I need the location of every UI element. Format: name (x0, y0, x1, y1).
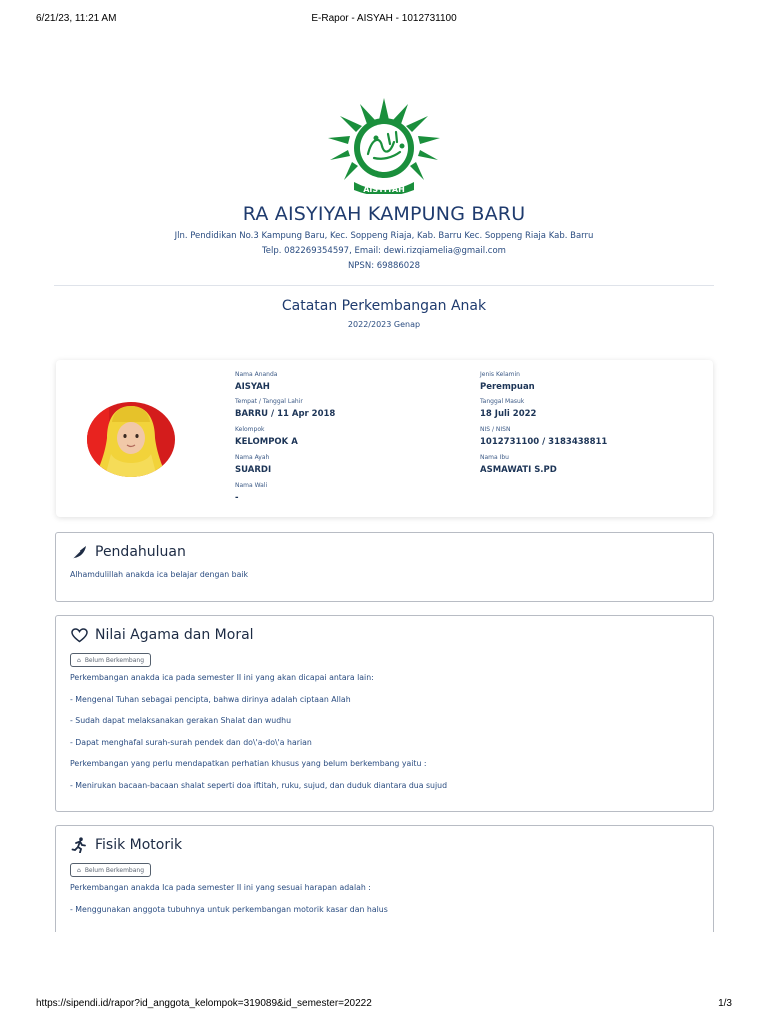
section-intro-text: Alhamdulillah anakda ica belajar dengan baik (70, 570, 249, 579)
physical-line: Perkembangan anakda Ica pada semester II ini yang sesuai harapan adalah : (70, 883, 371, 892)
student-birth: BARRU / 11 Apr 2018 (235, 409, 336, 419)
student-name: AISYAH (235, 382, 270, 392)
student-profile-card (56, 360, 713, 517)
father-label: Nama Ayah (235, 454, 270, 461)
student-guardian: - (235, 493, 239, 503)
report-title: Catatan Perkembangan Anak (281, 298, 487, 314)
print-datetime: 6/21/23, 11:21 AM (36, 13, 117, 24)
print-page-number: 1/3 (718, 998, 732, 1009)
print-url: https://sipendi.id/rapor?id_anggota_kelompok=319089&id_semester=20222 (36, 998, 372, 1009)
birth-label: Tempat / Tanggal Lahir (235, 398, 303, 405)
section-physical (55, 825, 714, 932)
religion-line: - Sudah dapat melaksanakan gerakan Shalat dan wudhu (70, 716, 292, 725)
student-father: SUARDI (235, 465, 272, 475)
status-badge-label: Belum Berkembang (84, 656, 145, 664)
print-footer (36, 998, 732, 1012)
feather-icon (70, 544, 88, 560)
heart-icon (70, 627, 88, 643)
school-contact: Telp. 082269354597, Email: dewi.rizqiamelia@gmail.com (262, 246, 506, 256)
student-entry-date: 18 Juli 2022 (480, 409, 537, 419)
status-badge (70, 653, 151, 667)
physical-line: - Menggunakan anggota tubuhnya untuk perkembangan motorik kasar dan halus (70, 905, 388, 914)
student-group: KELOMPOK A (235, 437, 298, 447)
name-label: Nama Ananda (235, 371, 278, 378)
section-religion (55, 615, 714, 812)
section-intro (55, 532, 714, 602)
nis-label: NIS / NISN (480, 426, 511, 433)
status-badge-label: Belum Berkembang (84, 866, 145, 874)
religion-line: Perkembangan anakda ica pada semester II ini yang akan dicapai antara lain: (70, 673, 374, 682)
student-gender: Perempuan (480, 382, 535, 392)
section-religion-header (70, 626, 254, 644)
section-intro-title: Pendahuluan (95, 544, 186, 560)
divider (54, 285, 714, 286)
group-label: Kelompok (235, 426, 265, 433)
school-address: Jln. Pendidikan No.3 Kampung Baru, Kec. Soppeng Riaja, Kab. Barru Kec. Soppeng Riaja Kab. Barru (174, 231, 594, 241)
section-physical-header (70, 836, 182, 854)
student-photo (87, 402, 175, 477)
print-title: E-Rapor - AISYAH - 1012731100 (311, 13, 457, 24)
report-period: 2022/2023 Genap (347, 320, 421, 329)
section-physical-title: Fisik Motorik (95, 837, 183, 853)
guardian-label: Nama Wali (235, 482, 268, 489)
print-header (36, 13, 732, 27)
entry-label: Tanggal Masuk (480, 398, 525, 405)
student-mother: ASMAWATI S.PD (480, 465, 557, 475)
school-name: RA AISYIYAH KAMPUNG BARU (242, 203, 526, 225)
gender-label: Jenis Kelamin (480, 371, 520, 378)
religion-line: - Menirukan bacaan-bacaan shalat seperti doa iftitah, ruku, sujud, dan duduk diantara dua sujud (70, 781, 448, 790)
running-icon (70, 837, 88, 853)
section-religion-title: Nilai Agama dan Moral (95, 627, 254, 643)
religion-line: Perkembangan yang perlu mendapatkan perhatian khusus yang belum berkembang yaitu : (70, 759, 427, 768)
school-npsn: NPSN: 69886028 (347, 261, 421, 271)
section-intro-header (70, 543, 186, 561)
student-nis: 1012731100 / 3183438811 (480, 437, 608, 447)
home-icon: ⌂ (77, 656, 81, 664)
religion-line: - Dapat menghafal surah-surah pendek dan do\'a-do\'a harian (70, 738, 312, 747)
religion-line: - Mengenal Tuhan sebagai pencipta, bahwa dirinya adalah ciptaan Allah (70, 695, 351, 704)
aisyiyah-logo-icon (324, 98, 444, 194)
logo-text: AISYIYAH (363, 185, 405, 194)
mother-label: Nama Ibu (480, 454, 509, 461)
home-icon: ⌂ (77, 866, 81, 874)
status-badge (70, 863, 151, 877)
